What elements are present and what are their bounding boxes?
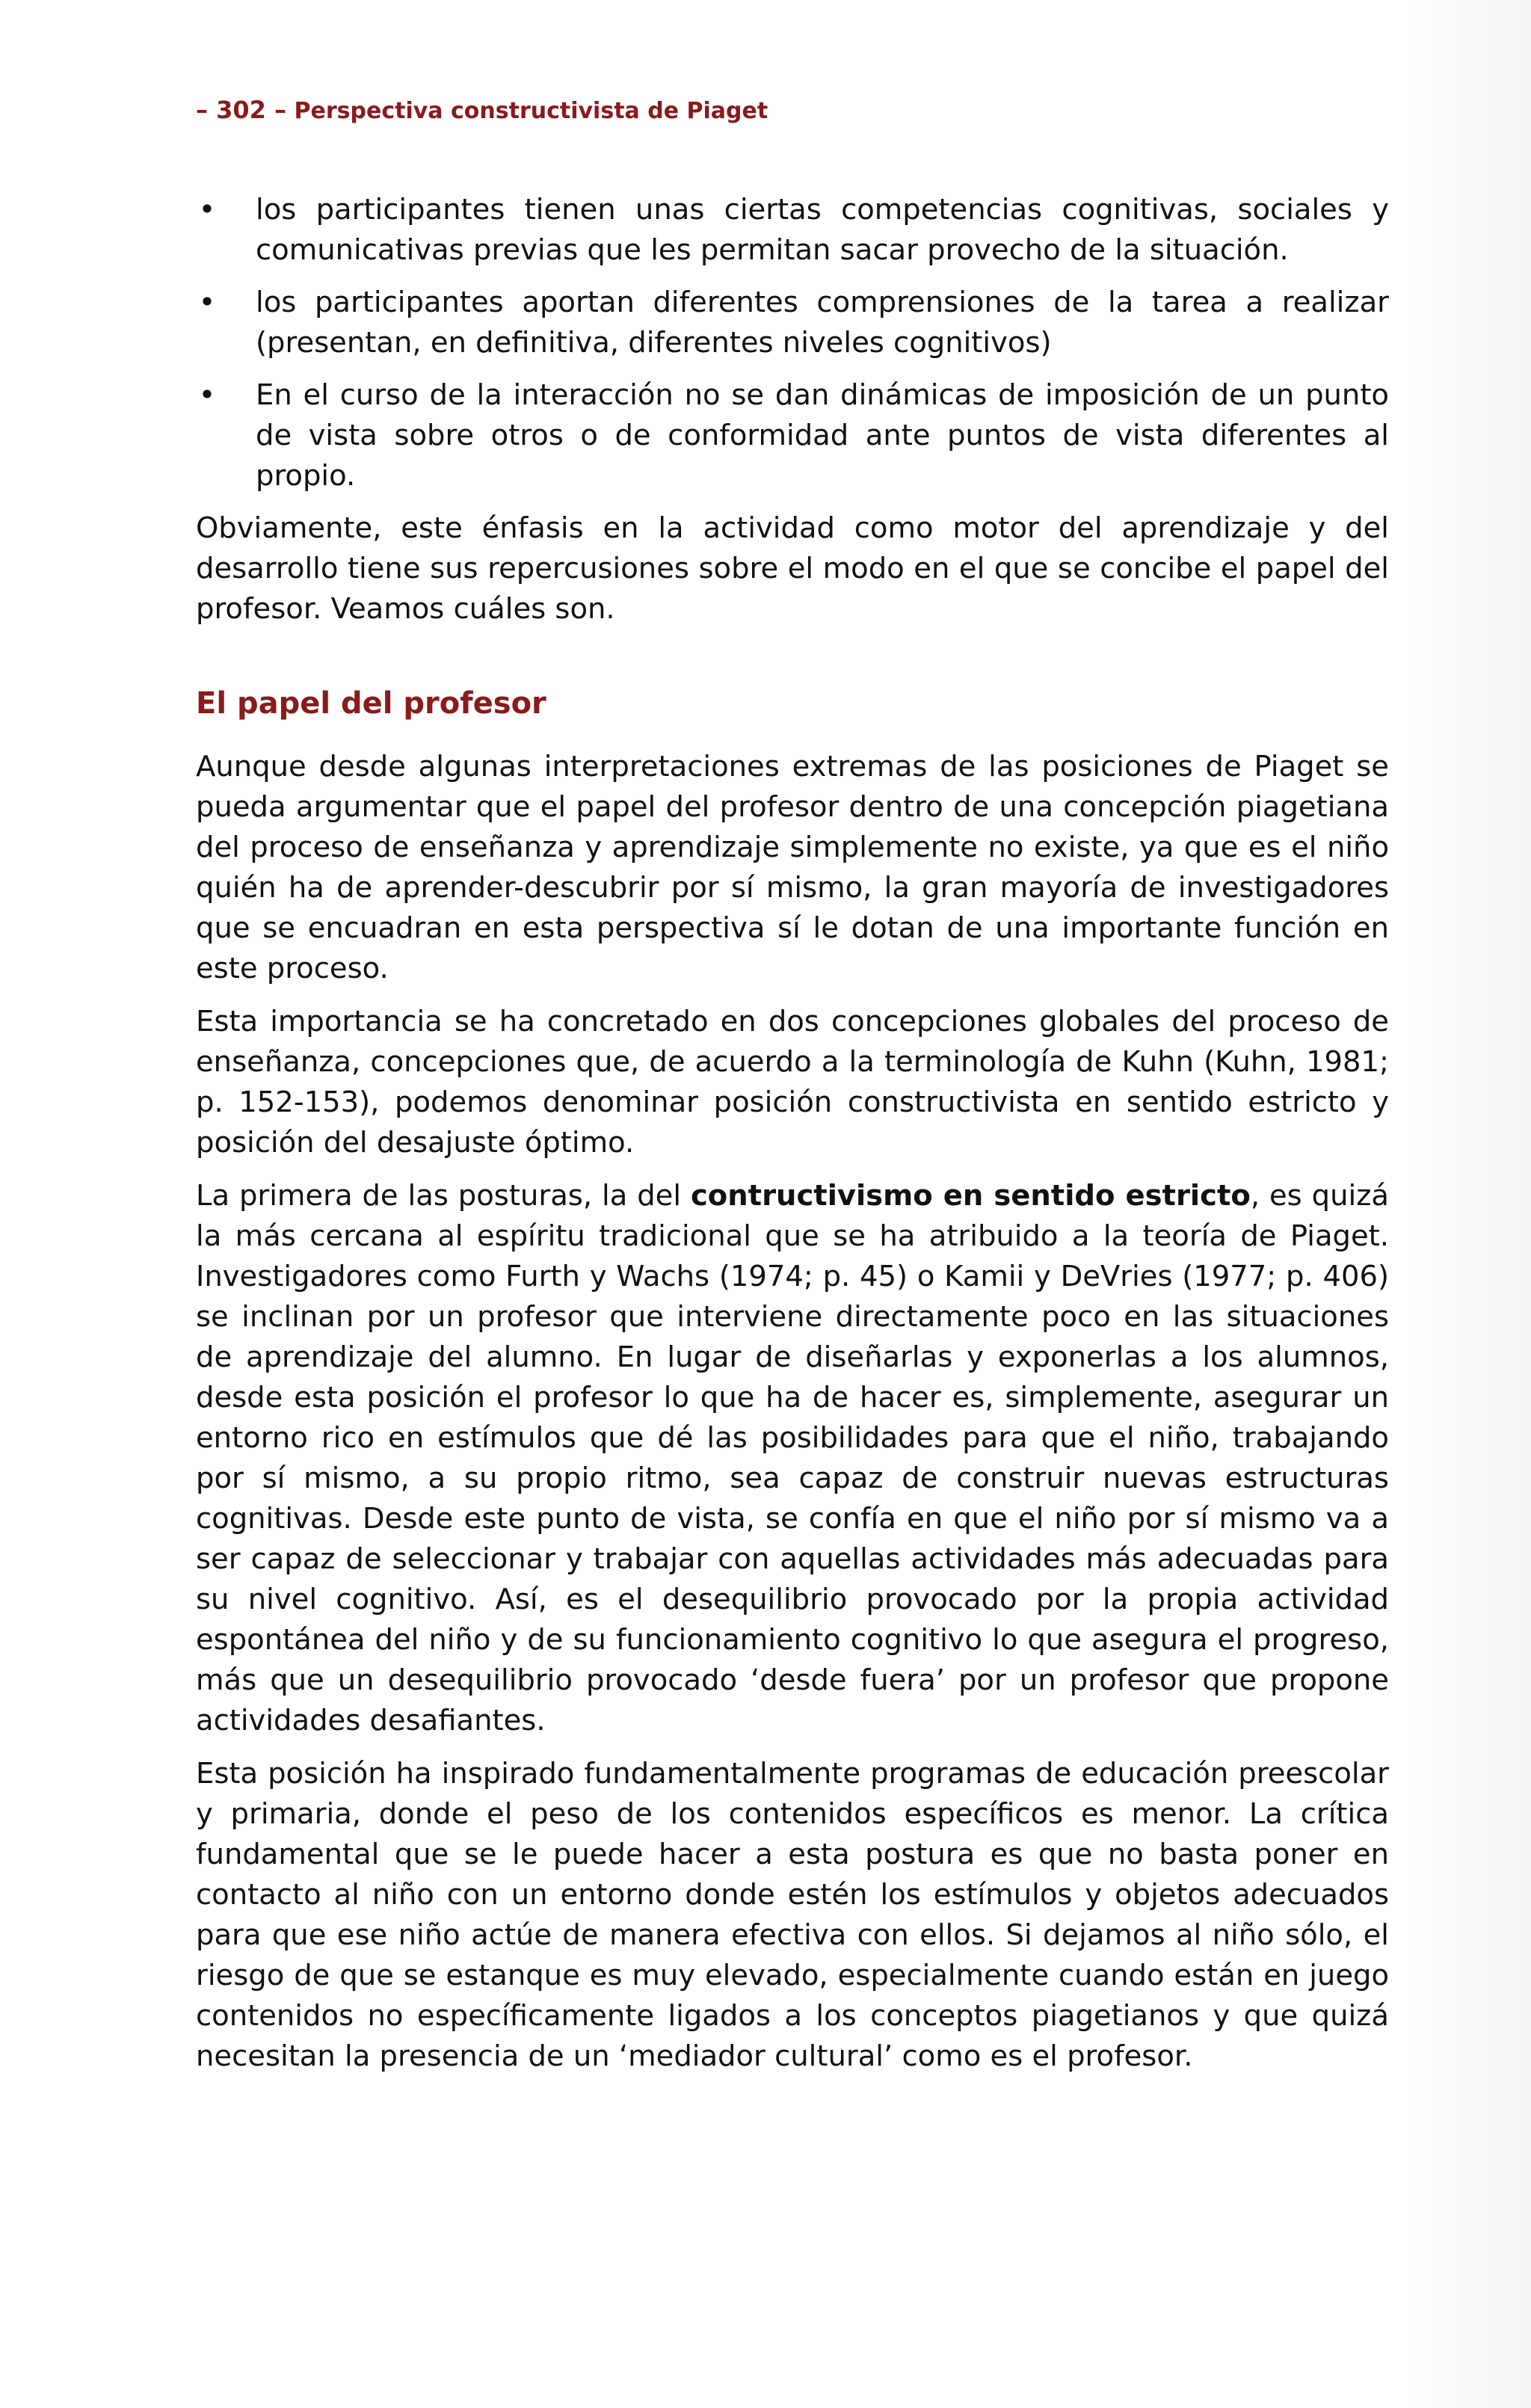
bold-term: contructivismo en sentido estricto — [690, 1179, 1251, 1213]
bullet-item — [196, 283, 1389, 363]
paragraph-1: Aunque desde algunas interpretaciones extremas de las posiciones de Piaget se pueda argumentar que el papel del profesor dentro de una concepción piagetiana del proceso de enseñanza y aprendizaje simplemente no existe, ya que es el niño quién ha de aprender-descubrir por sí mismo, la gran mayoría de investigadores que se encuadran en esta perspectiva sí le dotan de una importante función en este proceso. — [196, 750, 1389, 985]
bullet-dot-icon: • — [198, 378, 216, 412]
page-body — [196, 190, 1389, 2090]
bullet-text: los participantes tienen unas ciertas competencias cognitivas, sociales y comunicativas previas que les permitan sacar provecho de la situación. — [256, 193, 1389, 267]
page-number: – 302 – — [196, 96, 287, 124]
paragraph-2: Esta importancia se ha concretado en dos concepciones globales del proceso de enseñanza, concepciones que, de acuerdo a la terminología de Kuhn (Kuhn, 1981; p. 152-153), podemos denominar posición constructivista en sentido estricto y posición del desajuste óptimo. — [196, 1005, 1389, 1160]
paragraph-3-rest: , es quizá la más cercana al espíritu tradicional que se ha atribuido a la teoría de Piaget. Investigadores como Furth y Wachs (1974; p. 45) o Kamii y DeVries (1977; p. 406) se inclinan por un profesor que interviene directamente poco en las situaciones de aprendizaje del alumno. En lugar de diseñarlas y exponerlas a los alumnos, desde esta posición el profesor lo que ha de hacer es, simplemente, asegurar un entorno rico en estímulos que dé las posibilidades para que el niño, trabajando por sí mismo, a su propio ritmo, sea capaz de construir nuevas estructuras cognitivas. Desde este punto de vista, se confía en que el niño por sí mismo va a ser capaz de seleccionar y trabajar con aquellas actividades más adecuadas para su nivel cognitivo. Así, es el desequilibrio provocado por la propia actividad espontánea del niño y de su funcionamiento cognitivo lo que asegura el progreso, más que un desequilibrio provocado ‘desde fuera’ por un profesor que propone actividades desafiantes. — [196, 1179, 1389, 1737]
bullet-dot-icon: • — [198, 286, 216, 319]
paragraph-3 — [196, 1176, 1389, 1741]
bullet-item — [196, 375, 1389, 496]
bullet-text: En el curso de la interacción no se dan dinámicas de imposición de un punto de vista sobre otros o de conformidad ante puntos de vista diferentes al propio. — [256, 378, 1389, 493]
bullet-item — [196, 190, 1389, 271]
intro-paragraph: Obviamente, este énfasis en la actividad como motor del aprendizaje y del desarrollo tiene sus repercusiones sobre el modo en el que se concibe el papel del profesor. Veamos cuáles son. — [196, 511, 1389, 626]
bullet-list — [196, 190, 1389, 496]
bullet-dot-icon: • — [198, 193, 216, 227]
paragraph-3-start: La primera de las posturas, la del — [196, 1179, 691, 1213]
running-header — [196, 96, 768, 124]
section-heading: El papel del profesor — [196, 686, 546, 721]
running-header-title: Perspectiva constructivista de Piaget — [294, 98, 768, 124]
paragraph-4: Esta posición ha inspirado fundamentalmente programas de educación preescolar y primaria, donde el peso de los contenidos específicos es menor. La crítica fundamental que se le puede hacer a esta postura es que no basta poner en contacto al niño con un entorno donde estén los estímulos y objetos adecuados para que ese niño actúe de manera efectiva con ellos. Si dejamos al niño sólo, el riesgo de que se estanque es muy elevado, especialmente cuando están en juego contenidos no específicamente ligados a los conceptos piagetianos y que quizá necesitan la presencia de un ‘mediador cultural’ como es el profesor. — [196, 1757, 1389, 2073]
bullet-text: los participantes aportan diferentes comprensiones de la tarea a realizar (presentan, en definitiva, diferentes niveles cognitivos) — [256, 286, 1389, 360]
